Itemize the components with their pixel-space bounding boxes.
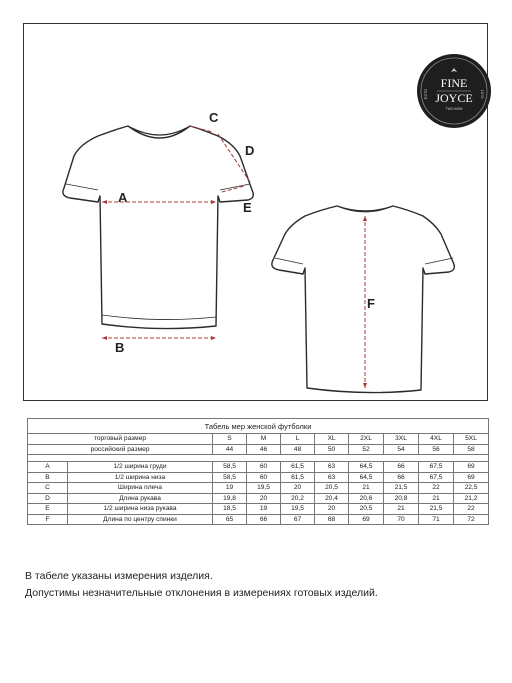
row-name: Длина рукава (68, 493, 213, 504)
row-value: 20,4 (315, 493, 349, 504)
row-value: 61,5 (281, 462, 315, 473)
brand-name-top: FINE (440, 76, 468, 90)
shirt-front-diagram (40, 110, 280, 360)
table-row-ru-size: российский размер 44 46 48 50 52 54 56 58 (28, 444, 489, 455)
row-value: 72 (454, 514, 489, 525)
row-code: C (28, 483, 68, 494)
row-name: Длина по центру спинки (68, 514, 213, 525)
row-value: 20,6 (349, 493, 384, 504)
note-line-2: Допустимы незначительные отклонения в измерениях готовых изделий. (25, 587, 378, 599)
row-value: 58,5 (213, 462, 247, 473)
row-code: A (28, 462, 68, 473)
notes (25, 568, 378, 602)
note-line-1: В табеле указаны измерения изделия. (25, 570, 213, 582)
table-row (28, 514, 489, 525)
row-value: 21 (419, 493, 454, 504)
table-row-trade-size: торговый размер S M L XL 2XL 3XL 4XL 5XL (28, 434, 489, 445)
label-f: F (367, 296, 375, 311)
size-table (27, 418, 488, 525)
table-title: Табель мер женской футболки (28, 419, 489, 434)
row-value: 21,2 (454, 493, 489, 504)
label-b: B (115, 340, 125, 355)
table-measurement-rows (28, 462, 489, 525)
row-value: 21,5 (384, 483, 419, 494)
table-spacer (28, 455, 489, 462)
row-value: 68 (315, 514, 349, 525)
row-value: 66 (384, 462, 419, 473)
row-value: 18,5 (213, 504, 247, 515)
row-name: 1/2 ширина низа (68, 472, 213, 483)
row-value: 63 (315, 462, 349, 473)
row-code: D (28, 493, 68, 504)
brand-tag: TWO MEN (445, 107, 463, 111)
row-value: 19,5 (281, 504, 315, 515)
row-value: 58,5 (213, 472, 247, 483)
row-value: 69 (349, 514, 384, 525)
row-value: 20 (281, 483, 315, 494)
row-code: B (28, 472, 68, 483)
label-a: A (118, 190, 128, 205)
row-value: 60 (247, 462, 281, 473)
row-name: 1/2 ширина низа рукава (68, 504, 213, 515)
row-name: Ширина плеча (68, 483, 213, 494)
row-value: 61,5 (281, 472, 315, 483)
table-row (28, 472, 489, 483)
row-value: 19 (213, 483, 247, 494)
table-row (28, 483, 489, 494)
row-value: 66 (384, 472, 419, 483)
row-value: 19 (247, 504, 281, 515)
row-value: 20 (247, 493, 281, 504)
row-value: 20,5 (315, 483, 349, 494)
row-value: 21 (349, 483, 384, 494)
label-d: D (245, 143, 255, 158)
brand-name-bottom: JOYCE (435, 91, 473, 105)
table-row (28, 462, 489, 473)
row-value: 20,5 (349, 504, 384, 515)
row-value: 71 (419, 514, 454, 525)
row-value: 22 (454, 504, 489, 515)
label-c: C (209, 110, 219, 125)
row-value: 63 (315, 472, 349, 483)
table-row (28, 493, 489, 504)
row-value: 19,5 (247, 483, 281, 494)
row-value: 69 (454, 472, 489, 483)
row-code: E (28, 504, 68, 515)
row-value: 60 (247, 472, 281, 483)
row-value: 67 (281, 514, 315, 525)
row-value: 65 (213, 514, 247, 525)
row-value: 20,8 (384, 493, 419, 504)
row-value: 20,2 (281, 493, 315, 504)
row-value: 67,5 (419, 472, 454, 483)
row-value: 22,5 (454, 483, 489, 494)
row-value: 66 (247, 514, 281, 525)
row-value: 70 (384, 514, 419, 525)
size-table-grid (27, 418, 489, 525)
row-value: 67,5 (419, 462, 454, 473)
label-e: E (243, 200, 252, 215)
row-value: 21 (384, 504, 419, 515)
shirt-back-diagram (265, 202, 465, 402)
row-value: 21,5 (419, 504, 454, 515)
row-value: 64,5 (349, 472, 384, 483)
brand-right-arc: 1979 (480, 89, 485, 99)
table-row (28, 504, 489, 515)
row-value: 22 (419, 483, 454, 494)
brand-left-arc: ESTD (423, 88, 428, 100)
row-value: 64,5 (349, 462, 384, 473)
brand-logo (415, 52, 493, 130)
row-value: 69 (454, 462, 489, 473)
row-code: F (28, 514, 68, 525)
row-value: 20 (315, 504, 349, 515)
row-name: 1/2 ширина груди (68, 462, 213, 473)
row-value: 19,8 (213, 493, 247, 504)
